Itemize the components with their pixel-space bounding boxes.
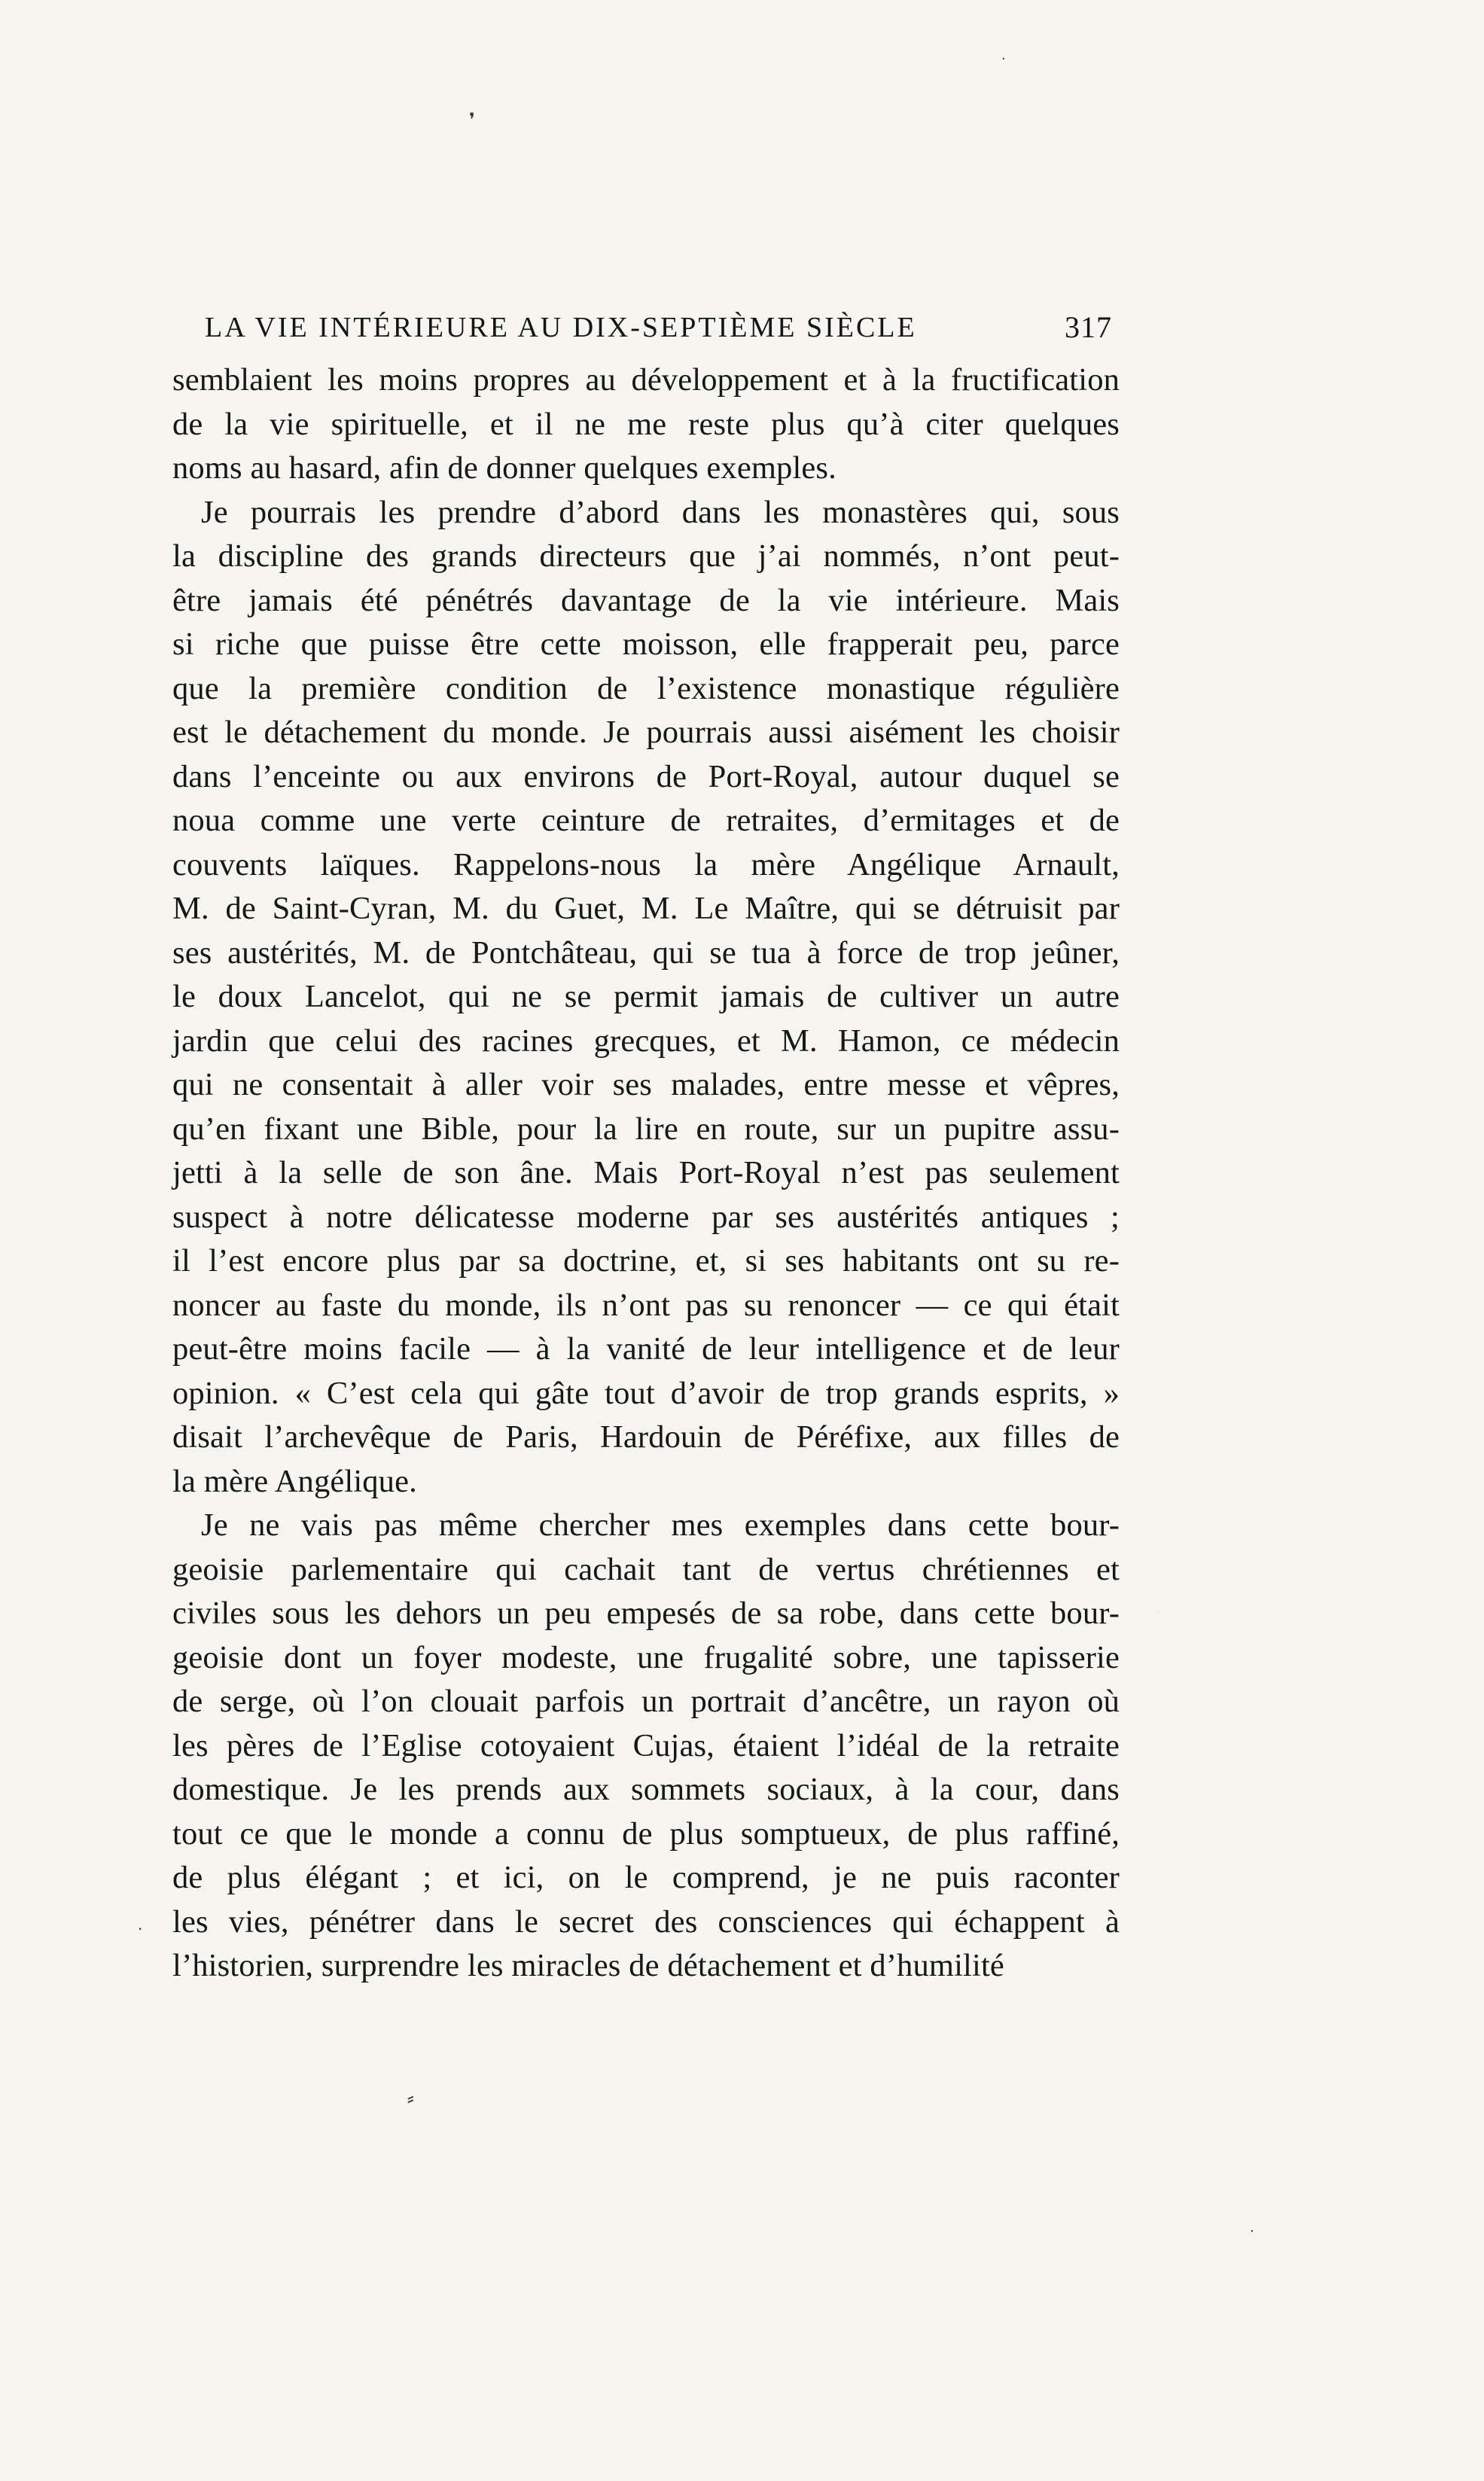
text-line: de serge, où l’on clouait parfois un portrait d’ancêtre, un rayon où xyxy=(172,1684,1120,1719)
paragraph-3 xyxy=(172,1504,1120,1989)
text-line: jardin que celui des racines grecques, et M. Hamon, ce médecin xyxy=(172,1023,1120,1059)
text-line: le doux Lancelot, qui ne se permit jamais de cultiver un autre xyxy=(172,979,1120,1014)
scan-speck: · xyxy=(138,1920,143,1938)
text-line: qui ne consentait à aller voir ses malades, entre messe et vêpres, xyxy=(172,1067,1120,1102)
text-line: qu’en fixant une Bible, pour la lire en route, sur un pupitre assu- xyxy=(172,1111,1120,1147)
text-line: ses austérités, M. de Pontchâteau, qui se tua à force de trop jeûner, xyxy=(172,934,1120,971)
text-line: suspect à notre délicatesse moderne par ses austérités antiques ; xyxy=(172,1199,1120,1235)
text-line: de la vie spirituelle, et il ne me reste plus qu’à citer quelques xyxy=(172,406,1120,442)
text-line: dans l’enceinte ou aux environs de Port-Royal, autour duquel se xyxy=(172,758,1120,794)
running-title: LA VIE INTÉRIEURE AU DIX-SEPTIÈME SIÈCLE xyxy=(205,312,917,343)
page-number: 317 xyxy=(1065,310,1112,344)
text-line: l’historien, surprendre les miracles de détachement et d’humilité xyxy=(172,1948,1004,1983)
text-line: peut-être moins facile — à la vanité de leur intelligence et de leur xyxy=(172,1331,1120,1367)
paragraph-2 xyxy=(172,491,1120,1504)
text-line: il l’est encore plus par sa doctrine, et, si ses habitants ont su re- xyxy=(172,1243,1120,1279)
text-line: M. de Saint-Cyran, M. du Guet, M. Le Maître, qui se détruisit par xyxy=(172,891,1120,926)
text-line: la discipline des grands directeurs que j’ai nommés, n’ont peut- xyxy=(172,538,1120,574)
text-line: est le détachement du monde. Je pourrais aussi aisément les choisir xyxy=(172,715,1120,750)
text-line: être jamais été pénétrés davantage de la vie intérieure. Mais xyxy=(172,582,1120,618)
text-line: noms au hasard, afin de donner quelques exemples. xyxy=(172,450,836,486)
running-head xyxy=(205,305,1112,350)
text-line: noncer au faste du monde, ils n’ont pas su renoncer — ce qui était xyxy=(172,1287,1120,1323)
text-line: Je ne vais pas même chercher mes exemples dans cette bour- xyxy=(201,1507,1120,1543)
text-line: jetti à la selle de son âne. Mais Port-Royal n’est pas seulement xyxy=(172,1155,1120,1190)
scan-speck: ⸗ xyxy=(407,2087,414,2110)
text-line: les vies, pénétrer dans le secret des consciences qui échappent à xyxy=(172,1903,1120,1940)
text-line: civiles sous les dehors un peu empesés de sa robe, dans cette bour- xyxy=(172,1596,1120,1631)
text-line: si riche que puisse être cette moisson, elle frapperait peu, parce xyxy=(172,626,1120,662)
text-line: geoisie parlementaire qui cachait tant de vertus chrétiennes et xyxy=(172,1551,1120,1587)
text-line: semblaient les moins propres au développement et à la fructification xyxy=(172,362,1120,398)
text-line: disait l’archevêque de Paris, Hardouin de Péréfixe, aux filles de xyxy=(172,1419,1120,1455)
text-line: couvents laïques. Rappelons-nous la mère Angélique Arnault, xyxy=(172,846,1120,882)
text-line: Je pourrais les prendre d’abord dans les monastères qui, sous xyxy=(201,494,1120,530)
scan-speck: · xyxy=(1001,51,1006,67)
text-line: domestique. Je les prends aux sommets sociaux, à la cour, dans xyxy=(172,1772,1120,1807)
text-line: opinion. « C’est cela qui gâte tout d’avoir de trop grands esprits, » xyxy=(172,1375,1120,1411)
text-line: noua comme une verte ceinture de retraites, d’ermitages et de xyxy=(172,803,1120,838)
paragraph-1 xyxy=(172,358,1120,491)
text-line: que la première condition de l’existence monastique régulière xyxy=(172,670,1120,706)
book-text xyxy=(172,358,1120,1989)
scan-speck: · xyxy=(1250,2223,1254,2239)
text-line: la mère Angélique. xyxy=(172,1463,417,1499)
text-line: de plus élégant ; et ici, on le comprend, je ne puis raconter xyxy=(172,1860,1120,1895)
text-line: geoisie dont un foyer modeste, une frugalité sobre, une tapisserie xyxy=(172,1639,1120,1675)
text-line: tout ce que le monde a connu de plus somptueux, de plus raffiné, xyxy=(172,1815,1120,1852)
text-line: les pères de l’Eglise cotoyaient Cujas, étaient l’idéal de la retraite xyxy=(172,1727,1120,1763)
scan-speck: ❜ xyxy=(469,109,475,130)
